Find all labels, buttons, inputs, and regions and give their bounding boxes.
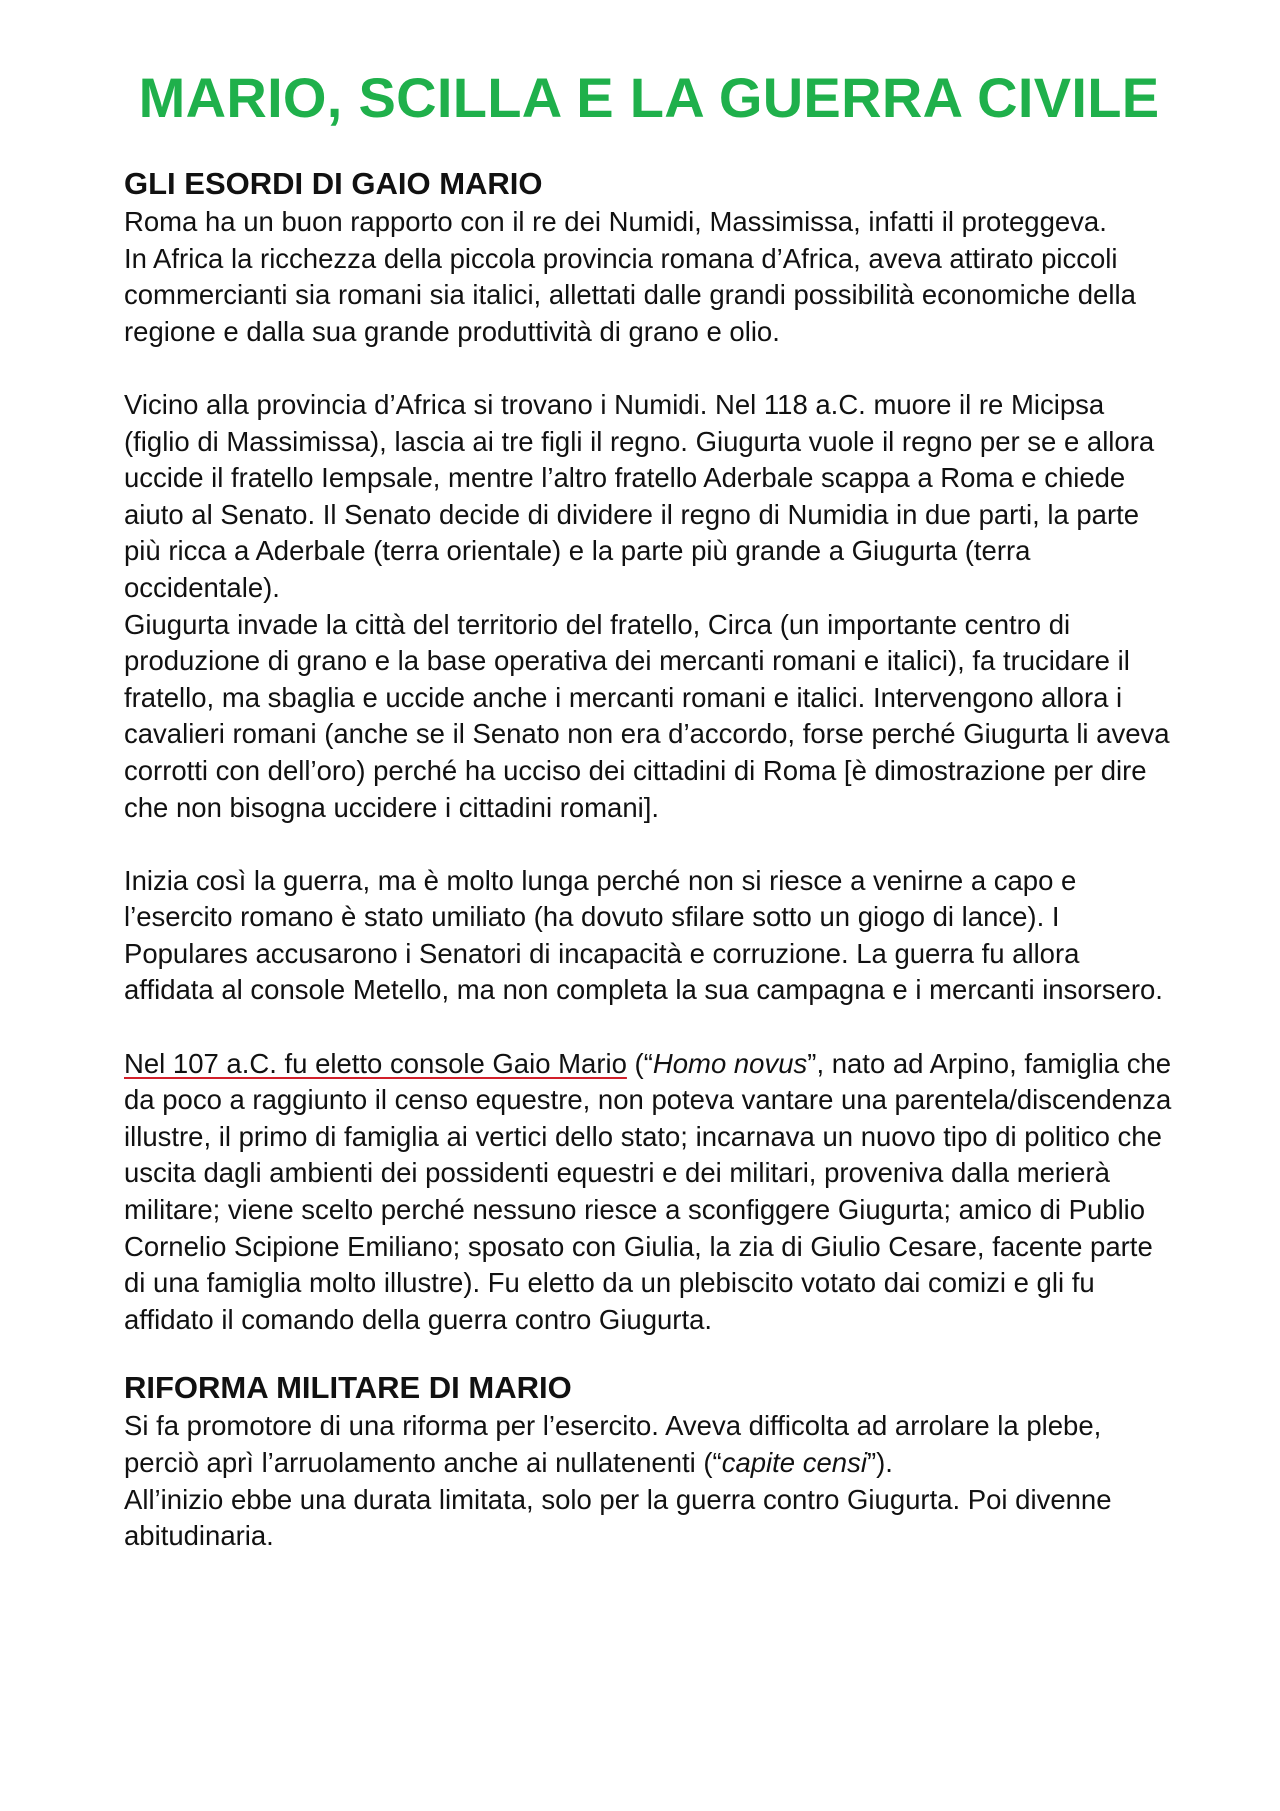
- paragraph: All’inizio ebbe una durata limitata, solo per la guerra contro Giugurta. Poi divenne abitudinaria.: [124, 1483, 1112, 1552]
- section-esordi-gaio-mario: [124, 164, 1174, 1338]
- document-page: [124, 62, 1174, 1555]
- section-heading: GLI ESORDI DI GAIO MARIO: [124, 166, 543, 201]
- inline-text: ”).: [866, 1447, 893, 1478]
- paragraph: Giugurta invade la città del territorio del fratello, Circa (un importante centro di produzione di grano e la base operativa dei mercanti romani e italici), fa trucidare il fratello, ma sbaglia e uccide anche i mercanti romani e italici. Intervengono allora i cavalieri romani (anche se il Senato non era d’accordo, forse perché Giugurta li aveva corrotti con dell’oro) perché ha ucciso dei cittadini di Roma [è dimostrazione per dire che non bisogna uccidere i cittadini romani].: [124, 608, 1170, 823]
- paragraph: [124, 1408, 1174, 1481]
- paragraph: Vicino alla provincia d’Africa si trovano i Numidi. Nel 118 a.C. muore il re Micipsa (figlio di Massimissa), lascia ai tre figli il regno. Giugurta vuole il regno per se e allora uccide il fratello Iempsale, mentre l’altro fratello Aderbale scappa a Roma e chiede aiuto al Senato. Il Senato decide di dividere il regno di Numidia in due parti, la parte più ricca a Aderbale (terra orientale) e la parte più grande a Giugurta (terra occidentale).: [124, 388, 1155, 603]
- paragraph-gaio-mario-console: [124, 1046, 1174, 1339]
- paragraph: Roma ha un buon rapporto con il re dei Numidi, Massimissa, infatti il proteggeva.: [124, 206, 1107, 237]
- italic-phrase: capite censi: [721, 1447, 867, 1478]
- inline-text: ”, nato ad Arpino, famiglia che da poco a raggiunto il censo equestre, non poteva vantare una parentela/discendenza illustre, il primo di famiglia ai vertici dello stato; incarnava un nuovo tipo di politico che uscita dagli ambienti dei possidenti equestri e dei militari, proveniva dalla merierà militare; viene scelto perché nessuno riesce a sconfiggere Giugurta; amico di Publio Cornelio Scipione Emiliano; sposato con Giulia, la zia di Giulio Cesare, facente parte di una famiglia molto illustre). Fu eletto da un plebiscito votato dai comizi e gli fu affidato il comando della guerra contro Giugurta.: [124, 1047, 1172, 1335]
- paragraph-spacer: [124, 350, 1174, 387]
- paragraph-spacer: [124, 826, 1174, 863]
- section-spacer: [124, 1338, 1174, 1368]
- paragraph: In Africa la ricchezza della piccola provincia romana d’Africa, aveva attirato piccoli commercianti sia romani sia italici, allettati dalle grandi possibilità economiche della regione e dalla sua grande produttività di grano e olio.: [124, 242, 1136, 347]
- inline-text: (“: [626, 1047, 653, 1079]
- italic-phrase: Homo novus: [652, 1047, 808, 1079]
- section-riforma-militare: [124, 1368, 1174, 1554]
- inline-text: Si fa promotore di una riforma per l’esercito. Aveva difficolta ad arrolare la plebe, perciò aprì l’arruolamento anche ai nullatenenti (“: [124, 1410, 1102, 1478]
- section-heading: RIFORMA MILITARE DI MARIO: [124, 1370, 572, 1406]
- paragraph-spacer: [124, 1009, 1174, 1046]
- underlined-phrase: Nel 107 a.C. fu eletto console Gaio Mario: [124, 1047, 627, 1079]
- document-title: MARIO, SCILLA E LA GUERRA CIVILE: [138, 66, 1160, 129]
- paragraph: Inizia così la guerra, ma è molto lunga perché non si riesce a venirne a capo e l’esercito romano è stato umiliato (ha dovuto sfilare sotto un giogo di lance). I Populares accusarono i Senatori di incapacità e corruzione. La guerra fu allora affidata al console Metello, ma non completa la sua campagna e i mercanti insorsero.: [124, 864, 1163, 1006]
